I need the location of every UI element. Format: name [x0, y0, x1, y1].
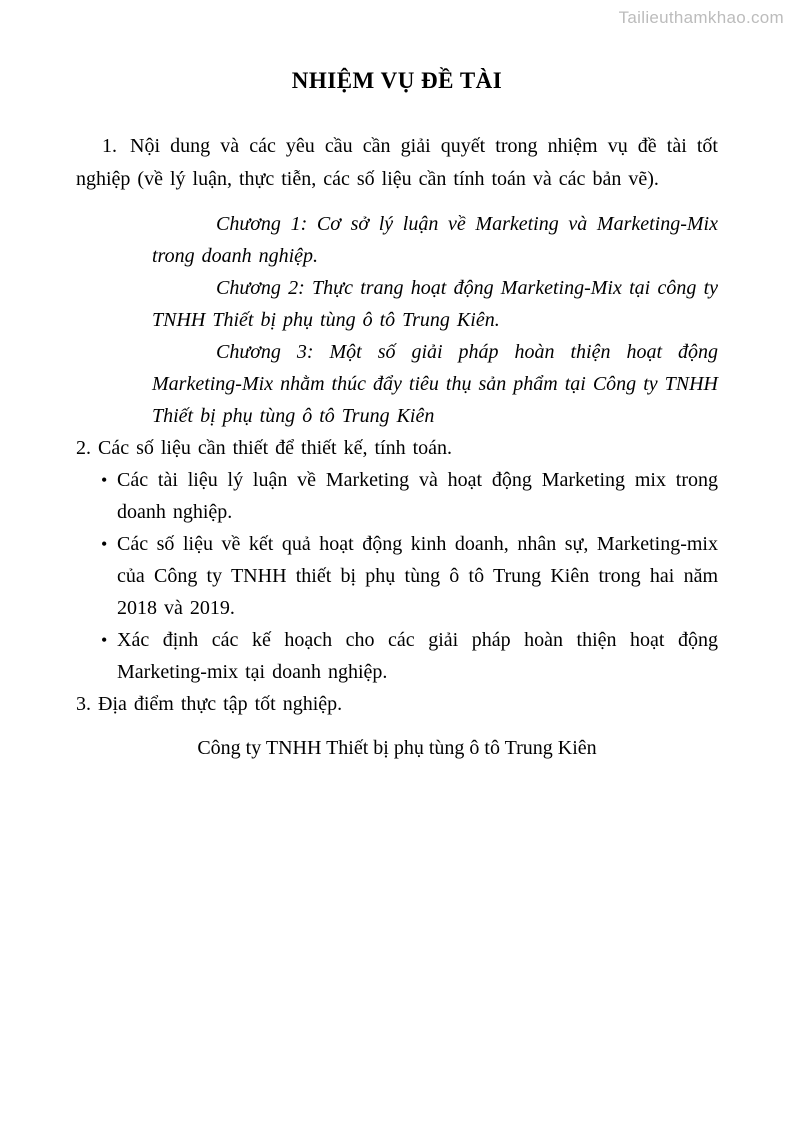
data-requirements-list: [76, 464, 718, 688]
task-item-3: [76, 688, 718, 720]
task-item-2: [76, 432, 718, 464]
list-item: [76, 624, 718, 688]
chapter-2-paragraph: Chương 2: Thực trang hoạt động Marketing-Mix tại công ty TNHH Thiết bị phụ tùng ô tô Trung Kiên.: [152, 277, 718, 331]
item-3-number: 3.: [76, 693, 91, 715]
chapter-3-paragraph: Chương 3: Một số giải pháp hoàn thiện hoạt động Marketing-Mix nhằm thúc đẩy tiêu thụ sản phẩm tại Công ty TNHH Thiết bị phụ tùng ô tô Trung Kiên: [152, 341, 718, 427]
bullet-icon: •: [101, 630, 108, 650]
internship-location: Công ty TNHH Thiết bị phụ tùng ô tô Trung Kiên: [197, 737, 597, 759]
task-item-1: [76, 130, 718, 196]
item-2-number: 2.: [76, 437, 91, 459]
chapter-1-paragraph: Chương 1: Cơ sở lý luận về Marketing và Marketing-Mix trong doanh nghiệp.: [152, 213, 718, 267]
page-title: NHIỆM VỤ ĐỀ TÀI: [291, 68, 503, 93]
list-item: [76, 464, 718, 528]
item-2-text: Các số liệu cần thiết để thiết kế, tính toán.: [98, 437, 453, 459]
list-item-text: Các tài liệu lý luận về Marketing và hoạt động Marketing mix trong doanh nghiệp.: [117, 469, 718, 523]
list-item-text: Xác định các kế hoạch cho các giải pháp hoàn thiện hoạt động Marketing-mix tại doanh nghiệp.: [117, 629, 718, 683]
bullet-icon: •: [101, 470, 108, 490]
list-item: [76, 528, 718, 624]
document-content: [76, 0, 718, 764]
list-item-text: Các số liệu về kết quả hoạt động kinh doanh, nhân sự, Marketing-mix của Công ty TNHH thiết bị phụ tùng ô tô Trung Kiên trong hai năm 2018 và 2019.: [117, 533, 718, 619]
item-1-number: 1.: [102, 135, 117, 157]
item-1-text: Nội dung và các yêu cầu cần giải quyết trong nhiệm vụ đề tài tốt nghiệp (về lý luận, thực tiễn, các số liệu cần tính toán và các bản vẽ).: [76, 135, 718, 190]
bullet-icon: •: [101, 534, 108, 554]
item-3-text: Địa điểm thực tập tốt nghiệp.: [98, 693, 343, 715]
watermark: Tailieuthamkhao.com: [618, 8, 784, 27]
